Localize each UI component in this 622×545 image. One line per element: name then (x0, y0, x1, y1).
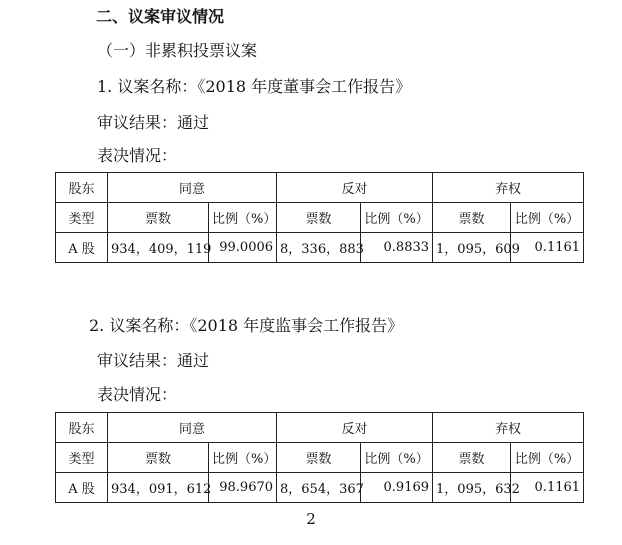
vote-label: 表决情况： (97, 146, 178, 165)
proposal-result: 审议结果：通过 (97, 351, 210, 370)
header-agree: 同意 (108, 413, 277, 443)
cell-against-votes: 8，654，367 (277, 473, 361, 503)
cell-share-type: A 股 (56, 233, 108, 263)
header-shareholder: 股东 (56, 413, 108, 443)
header-votes: 票数 (433, 443, 511, 473)
section-heading: 二、议案审议情况 (96, 7, 225, 26)
header-ratio: 比例（%） (209, 203, 277, 233)
proposal-title: 2. 议案名称：《2018 年度监事会工作报告》 (89, 316, 404, 335)
header-ratio: 比例（%） (511, 203, 584, 233)
header-against: 反对 (277, 413, 433, 443)
header-votes: 票数 (277, 203, 361, 233)
header-ratio: 比例（%） (209, 443, 277, 473)
vote-table (55, 412, 584, 503)
header-type: 类型 (56, 443, 108, 473)
cell-against-ratio: 0.9169 (361, 473, 433, 503)
cell-agree-votes: 934，409，119 (108, 233, 209, 263)
proposal-result: 审议结果：通过 (97, 113, 210, 132)
cell-abstain-ratio: 0.1161 (511, 233, 584, 263)
cell-against-votes: 8，336，883 (277, 233, 361, 263)
subsection-heading: （一）非累积投票议案 (97, 41, 258, 60)
cell-agree-votes: 934，091，612 (108, 473, 209, 503)
cell-abstain-votes: 1，095，632 (433, 473, 511, 503)
cell-agree-ratio: 98.9670 (209, 473, 277, 503)
proposal-title: 1. 议案名称：《2018 年度董事会工作报告》 (97, 77, 412, 96)
cell-abstain-votes: 1，095，609 (433, 233, 511, 263)
header-type: 类型 (56, 203, 108, 233)
vote-table (55, 172, 584, 263)
cell-share-type: A 股 (56, 473, 108, 503)
header-abstain: 弃权 (433, 173, 584, 203)
table-row (56, 473, 584, 503)
header-ratio: 比例（%） (361, 203, 433, 233)
header-votes: 票数 (433, 203, 511, 233)
header-ratio: 比例（%） (511, 443, 584, 473)
vote-label: 表决情况： (97, 385, 178, 404)
cell-against-ratio: 0.8833 (361, 233, 433, 263)
header-against: 反对 (277, 173, 433, 203)
header-votes: 票数 (108, 443, 209, 473)
header-agree: 同意 (108, 173, 277, 203)
cell-abstain-ratio: 0.1161 (511, 473, 584, 503)
cell-agree-ratio: 99.0006 (209, 233, 277, 263)
header-ratio: 比例（%） (361, 443, 433, 473)
table-row (56, 233, 584, 263)
header-votes: 票数 (277, 443, 361, 473)
header-abstain: 弃权 (433, 413, 584, 443)
page-number: 2 (306, 510, 316, 528)
header-shareholder: 股东 (56, 173, 108, 203)
header-votes: 票数 (108, 203, 209, 233)
